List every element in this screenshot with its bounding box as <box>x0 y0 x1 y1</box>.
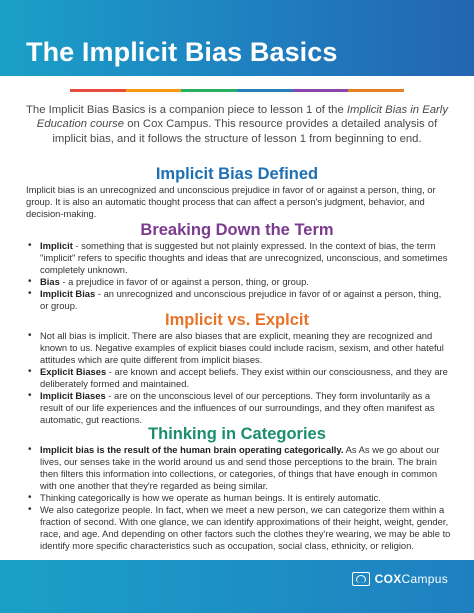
bullet-icon: • <box>28 366 32 377</box>
list-item-text: - are known and accept beliefs. They exist within our consciousness, and they are deliberately formed and maintained. <box>40 366 448 389</box>
list-item <box>26 366 452 390</box>
heading-breaking: Breaking Down the Term <box>140 221 334 239</box>
breaking-list <box>26 240 452 312</box>
list-item <box>26 444 452 492</box>
color-bar-segment <box>237 89 293 92</box>
list-item-term: Implicit Bias <box>40 288 96 299</box>
vs-list <box>26 330 452 426</box>
list-item <box>26 240 452 276</box>
intro-text-1: The Implicit Bias Basics is a companion piece to lesson 1 of the <box>26 104 347 116</box>
footer-banner <box>0 560 474 613</box>
list-item-term: Implicit Biases <box>40 390 106 401</box>
list-item-text: - are on the unconscious level of our perceptions. They form involuntarily as a result of our life experiences and the influences of our surroundings, and they often manifest as automatic, gut reactions. <box>40 390 435 425</box>
list-item <box>26 288 452 312</box>
heading-vs: Implicit vs. Explcit <box>165 311 309 329</box>
color-divider <box>70 89 404 92</box>
logo-bold-text: COX <box>374 572 402 586</box>
list-item <box>26 390 452 426</box>
intro-course-name: Implicit Bias in Early Education course <box>36 104 448 131</box>
page-title: The Implicit Bias Basics <box>26 37 338 67</box>
list-item-text: - an unrecognized and unconscious prejudice in favor of or against a person, thing, or group. <box>40 288 442 311</box>
list-item <box>26 492 452 504</box>
intro-text-2: on Cox Campus. This resource provides a detailed analysis of implicit bias, and it follows the structure of lesson 1 from beginning to end. <box>52 118 438 145</box>
color-bar-segment <box>126 89 182 92</box>
list-item-text: As As we go about our lives, our senses take in the world around us and send those perceptions to the brain. The brain then filters this information into collections, or categories, of things that have enough in common with one another that they're regarded as being similar. <box>40 444 440 491</box>
list-item-text: Not all bias is implicit. There are also biases that are explicit, meaning they are recognized and known to us. Negative examples of explicit biases could include racism, sexism, and other hateful attitudes which are quite different from implicit biases. <box>40 330 444 365</box>
bullet-icon: • <box>28 276 32 287</box>
list-item-text: - something that is suggested but not plainly expressed. In the context of bias, the term "implicit" refers to specific thoughts and ideas that are unrecognized, unconscious, and sometimes completely unknown. <box>40 240 448 275</box>
list-item-term: Implicit bias is the result of the human brain operating categorically. <box>40 444 344 455</box>
bullet-icon: • <box>28 492 32 503</box>
heading-thinking: Thinking in Categories <box>148 425 326 443</box>
defined-paragraph: Implicit bias is an unrecognized and unconscious prejudice in favor of or against a person, thing, or group. It is also an automatic thought process that can affect a person's judgment, behavior, and decision-making. <box>26 184 436 219</box>
bullet-icon: • <box>28 444 32 455</box>
list-item-text: - a prejudice in favor of or against a person, thing, or group. <box>59 276 309 287</box>
list-item <box>26 504 452 552</box>
list-item <box>26 330 452 366</box>
list-item <box>26 276 452 288</box>
thinking-list <box>26 444 452 552</box>
book-heart-icon <box>352 572 370 586</box>
intro-paragraph <box>26 103 448 146</box>
color-bar-segment <box>181 89 237 92</box>
header-banner <box>0 0 474 76</box>
color-bar-segment <box>70 89 126 92</box>
bullet-icon: • <box>28 240 32 251</box>
list-item-text: Thinking categorically is how we operate as human beings. It is entirely automatic. <box>40 492 381 503</box>
bullet-icon: • <box>28 390 32 401</box>
list-item-term: Bias <box>40 276 60 287</box>
bullet-icon: • <box>28 504 32 515</box>
color-bar-segment <box>293 89 349 92</box>
list-item-text: We also categorize people. In fact, when we meet a new person, we can categorize them within a fraction of second. With one glance, we can identify approximations of their height, weight, gender, race, and age. And depending on other factors such the clothes they're wearing, we may be able to identify more specific characteristics such as occupation, social class, ethnicity, or religion. <box>40 504 451 551</box>
bullet-icon: • <box>28 288 32 299</box>
color-bar-segment <box>348 89 404 92</box>
heading-defined: Implicit Bias Defined <box>155 165 319 183</box>
bullet-icon: • <box>28 330 32 341</box>
logo-thin-text: Campus <box>401 572 448 586</box>
list-item-term: Implicit <box>40 240 73 251</box>
cox-campus-logo <box>352 571 448 587</box>
list-item-term: Explicit Biases <box>40 366 107 377</box>
